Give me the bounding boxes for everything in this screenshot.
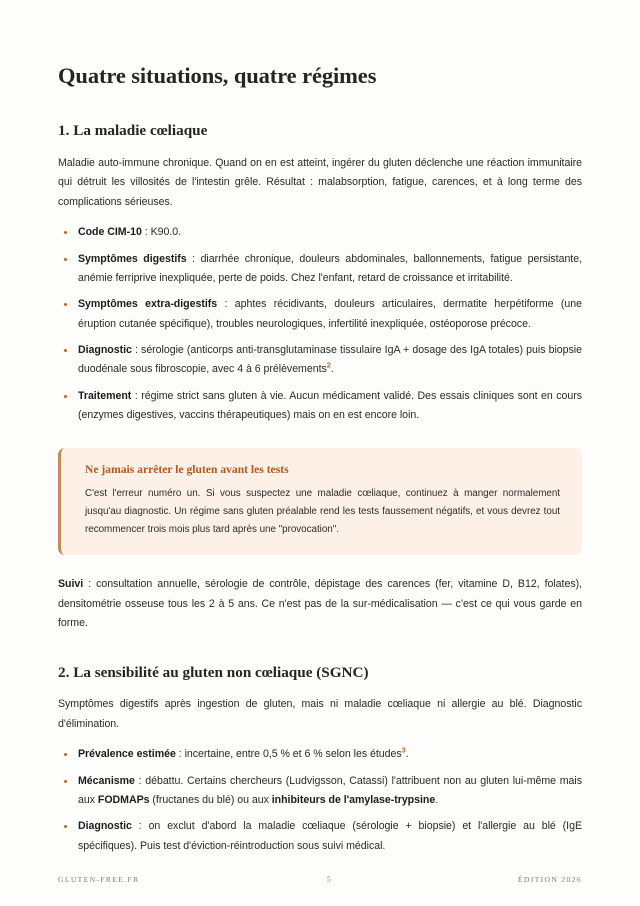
followup-term: Suivi bbox=[58, 578, 84, 591]
footer-page-number: 5 bbox=[326, 875, 331, 884]
list-item bbox=[58, 295, 582, 334]
list-item-text: : régime strict sans gluten à vie. Aucun médicament validé. Des essais cliniques sont en cours (enzymes digestives, vaccins thérapeutiques) mais on en est encore loin. bbox=[78, 389, 582, 422]
section-heading-2: 2. La sensibilité au gluten non cœliaque (SGNC) bbox=[58, 664, 369, 682]
section-2-bullet-list bbox=[58, 734, 582, 856]
list-item-tail: . bbox=[330, 363, 334, 376]
list-item-term: Traitement bbox=[78, 389, 132, 402]
followup-paragraph bbox=[58, 555, 582, 633]
list-item-text: : diarrhée chronique, douleurs abdominales, ballonnements, fatigue persistante, anémie ferriprive inexpliquée, perte de poids. Chez l'enfant, retard de croissance et irritabilité. bbox=[78, 252, 582, 284]
footer-edition: ÉDITION 2026 bbox=[517, 875, 582, 884]
list-item-text: : K90.0. bbox=[141, 226, 182, 239]
list-item-tail: . bbox=[405, 748, 409, 761]
list-item-term: Symptômes digestifs bbox=[78, 252, 187, 265]
page-title: Quatre situations, quatre régimes bbox=[58, 63, 377, 88]
list-item bbox=[58, 250, 582, 289]
section-heading-1: 1. La maladie cœliaque bbox=[58, 122, 208, 139]
section-2-lead-paragraph: Symptômes digestifs après ingestion de gluten, mais ni maladie cœliaque ni allergie au blé. Diagnostic d'élimination. bbox=[58, 698, 582, 730]
list-item-tail: . bbox=[435, 793, 439, 806]
list-item bbox=[58, 745, 582, 764]
list-item-term: Code CIM-10 bbox=[78, 226, 142, 239]
list-item-emphasis-fodmaps: FODMAPs bbox=[97, 793, 150, 806]
list-item-emphasis-ati: inhibiteurs de l'amylase-trypsine bbox=[271, 793, 436, 806]
list-item-text: : aphtes récidivants, douleurs articulaires, dermatite herpétiforme (une éruption cutanée spécifique), troubles neurologiques, infertilité inexpliquée, ostéoporose précoce. bbox=[78, 298, 582, 330]
footer-site-name: GLUTEN-FREE.FR bbox=[58, 875, 140, 884]
list-item bbox=[58, 817, 582, 856]
footnote-marker: 2 bbox=[326, 360, 331, 370]
list-item-term: Prévalence estimée bbox=[78, 748, 176, 761]
warning-callout bbox=[58, 448, 582, 556]
list-item bbox=[58, 223, 582, 242]
callout-title: Ne jamais arrêter le gluten avant les tests bbox=[85, 462, 289, 476]
footnote-marker: 3 bbox=[401, 745, 406, 755]
list-item-text: : incertaine, entre 0,5 % et 6 % selon les études bbox=[175, 748, 402, 761]
list-item-text: : on exclut d'abord la maladie cœliaque (sérologie + biopsie) et l'allergie au blé (IgE spécifiques). Puis test d'éviction-réintroduction sous suivi médical. bbox=[78, 820, 582, 852]
section-1-lead-paragraph: Maladie auto-immune chronique. Quand on en est atteint, ingérer du gluten déclenche une réaction immunitaire qui détruit les villosités de l'intestin grêle. Résultat : malabsorption, fatigue, carences, et à long terme des complications sérieuses. bbox=[58, 157, 582, 208]
list-item-term: Symptômes extra-digestifs bbox=[78, 298, 218, 311]
list-item-text: : débattu. Certains chercheurs (Ludvigsson, Catassi) l'attribuent non au gluten lui-même mais aux bbox=[78, 774, 582, 806]
list-item-term: Diagnostic bbox=[78, 344, 132, 356]
list-item bbox=[58, 387, 582, 426]
page-footer bbox=[58, 875, 582, 884]
list-item-text: : sérologie (anticorps anti-transglutaminase tissulaire IgA + dosage des IgA totales) puis biopsie duodénale sous fibroscopie, avec 4 à 6 prélèvements bbox=[78, 344, 582, 376]
callout-body: C'est l'erreur numéro un. Si vous suspectez une maladie cœliaque, continuez à manger normalement jusqu'au diagnostic. Un régime sans gluten préalable rend les tests faussement négatifs, et vous devrez tout recommencer trois mois plus tard après une "provocation". bbox=[85, 488, 560, 535]
list-item bbox=[58, 341, 582, 380]
followup-text: : consultation annuelle, sérologie de contrôle, dépistage des carences (fer, vitamine D, B12, folates), densitométrie osseuse tous les 2 à 5 ans. Ce n'est pas de la sur-médicalisation — c'est ce qui vous garde en forme. bbox=[58, 578, 582, 630]
list-item-term: Diagnostic bbox=[78, 820, 132, 833]
list-item-term: Mécanisme bbox=[78, 774, 135, 787]
list-item bbox=[58, 772, 582, 811]
list-item-text-mid: (fructanes du blé) ou aux bbox=[149, 793, 272, 806]
section-1-bullet-list bbox=[58, 212, 582, 425]
